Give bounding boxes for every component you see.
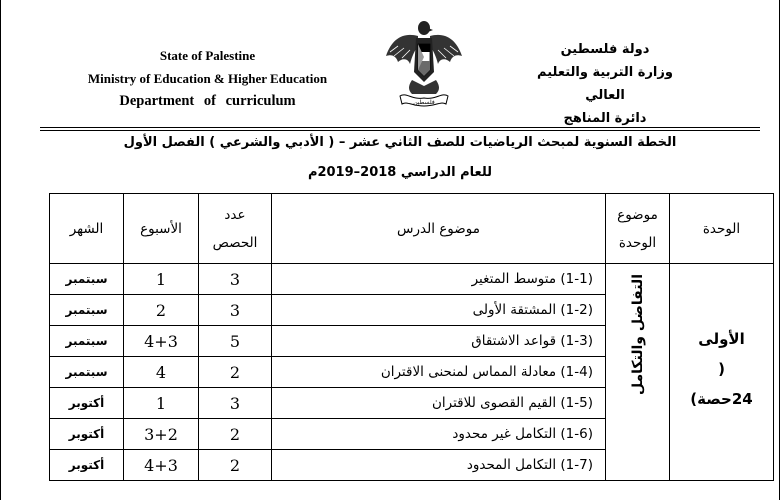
palestine-eagle-emblem-icon (382, 16, 466, 116)
header-topic-line2: الوحدة (618, 234, 657, 251)
cell-unit-topic (606, 264, 670, 481)
cell-lesson: (1-1) متوسط المتغير (272, 264, 606, 295)
header-periods-line2: الحصص (212, 234, 258, 251)
cell-month: أكتوبر (50, 450, 124, 481)
header-ar-ministry: وزارة التربية والتعليم العالي (537, 65, 673, 103)
unit-line-3: 24حصة) (690, 390, 753, 408)
annual-plan-table (49, 193, 774, 481)
header-periods (199, 194, 272, 264)
cell-unit (670, 264, 774, 481)
header-periods-line1: عدد (224, 206, 246, 223)
cell-month: سبتمبر (50, 357, 124, 388)
header-unit: الوحدة (670, 194, 774, 264)
header-month: الشهر (50, 194, 124, 264)
cell-periods: 2 (199, 357, 272, 388)
cell-periods: 2 (199, 419, 272, 450)
cell-week: 1 (124, 388, 199, 419)
cell-lesson: (1-5) القيم القصوى للاقتران (272, 388, 606, 419)
cell-month: أكتوبر (50, 419, 124, 450)
header-arabic (525, 38, 685, 130)
cell-month: سبتمبر (50, 264, 124, 295)
unit-line-2: ( (718, 360, 725, 378)
header-topic (606, 194, 670, 264)
header-rule-top (40, 127, 760, 128)
table-header-row (50, 194, 774, 264)
cell-week: 2 (124, 295, 199, 326)
header-week: الأسبوع (124, 194, 199, 264)
header-english (70, 44, 345, 113)
cell-periods: 3 (199, 295, 272, 326)
header-en-department: Department of curriculum (119, 93, 296, 109)
cell-periods: 3 (199, 264, 272, 295)
unit-line-1: الأولى (698, 330, 745, 348)
cell-lesson: (1-6) التكامل غير محدود (272, 419, 606, 450)
header-lesson: موضوع الدرس (272, 194, 606, 264)
cell-week: 4 (124, 357, 199, 388)
cell-week: 4+3 (124, 450, 199, 481)
cell-lesson: (1-4) معادلة المماس لمنحنى الاقتران (272, 357, 606, 388)
table-row (50, 264, 774, 295)
plan-year: للعام الدراسي 2018–2019م (307, 165, 493, 180)
header-en-ministry: Ministry of Education & Higher Education (87, 71, 328, 86)
cell-month: أكتوبر (50, 388, 124, 419)
cell-lesson: (1-2) المشتقة الأولى (272, 295, 606, 326)
cell-month: سبتمبر (50, 295, 124, 326)
header-rule-bottom (40, 130, 760, 131)
cell-month: سبتمبر (50, 326, 124, 357)
cell-week: 4+3 (124, 326, 199, 357)
cell-periods: 2 (199, 450, 272, 481)
plan-title: الخطة السنوية لمبحث الرياضيات للصف الثاني عشر – ( الأدبي والشرعي ) الفصل الأول (123, 135, 677, 150)
header-topic-line1: موضوع (617, 206, 658, 223)
cell-week: 3+2 (124, 419, 199, 450)
unit-topic-text: التفاضل والتكامل (629, 274, 646, 396)
page-border-left (0, 0, 1, 500)
cell-lesson: (1-7) التكامل المحدود (272, 450, 606, 481)
header-ar-department: دائرة المناهج (563, 111, 647, 126)
cell-periods: 3 (199, 388, 272, 419)
cell-periods: 5 (199, 326, 272, 357)
header-en-country: State of Palestine (159, 48, 256, 63)
emblem-caption: فلسطين (413, 99, 435, 106)
header-ar-country: دولة فلسطين (560, 42, 650, 57)
cell-week: 1 (124, 264, 199, 295)
cell-lesson: (1-3) قواعد الاشتقاق (272, 326, 606, 357)
